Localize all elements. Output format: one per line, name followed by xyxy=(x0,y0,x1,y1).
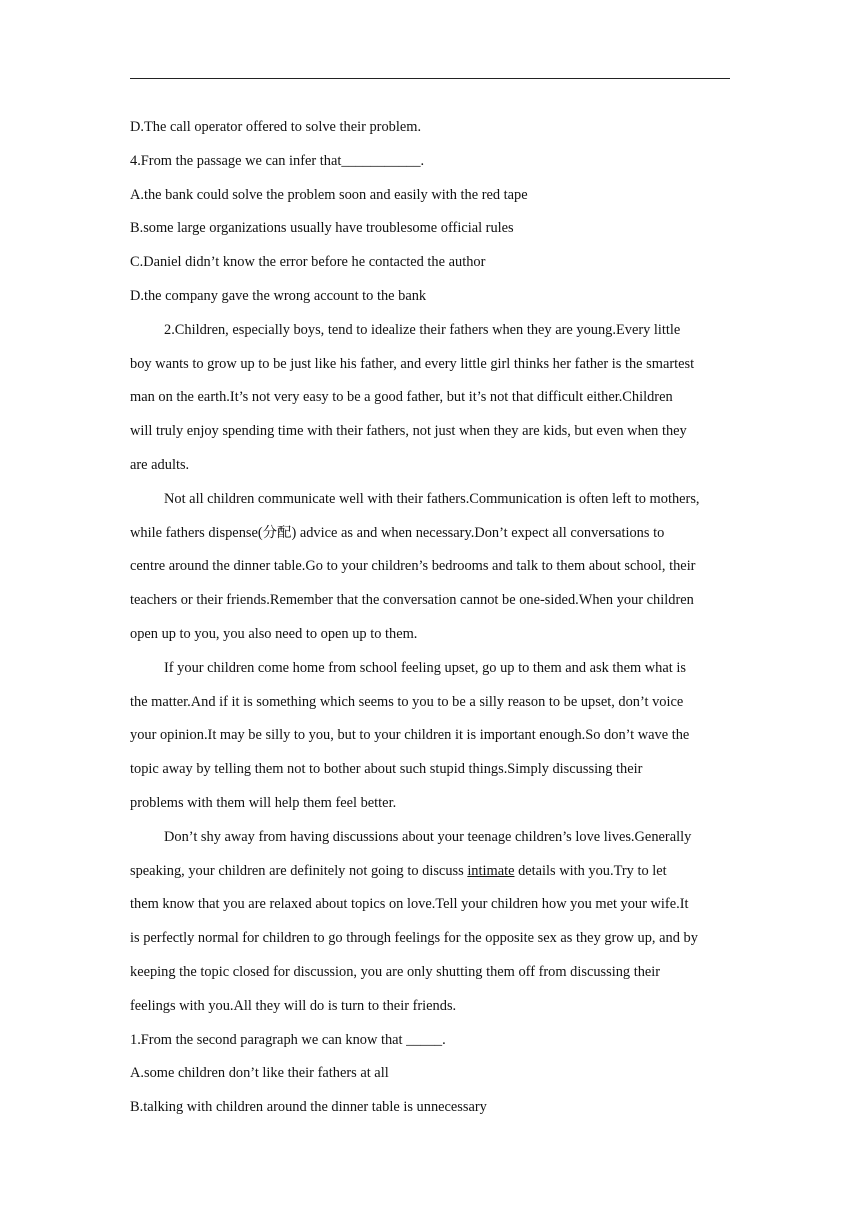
question-4-option-c: C.Daniel didn’t know the error before he contacted the author xyxy=(130,254,486,271)
passage-p1-line: are adults. xyxy=(130,456,190,473)
passage-p4-line: keeping the topic closed for discussion, you are only shutting them off from discussing their xyxy=(130,963,661,980)
passage-p3-line: your opinion.It may be silly to you, but to your children it is important enough.So don’t wave the xyxy=(130,727,690,744)
underlined-word: intimate xyxy=(467,862,515,879)
p4-text-after: details with you.Try to let xyxy=(514,862,667,879)
question-1-option-b: B.talking with children around the dinner table is unnecessary xyxy=(130,1099,487,1116)
passage-p2-line: centre around the dinner table.Go to your children’s bedrooms and talk to them about school, their xyxy=(130,558,696,575)
passage-p4-line: feelings with you.All they will do is turn to their friends. xyxy=(130,997,457,1014)
passage-p3-line: topic away by telling them not to bother about such stupid things.Simply discussing their xyxy=(130,761,643,778)
passage-p3-line: problems with them will help them feel better. xyxy=(130,794,397,811)
passage-p1-line: 2.Children, especially boys, tend to idealize their fathers when they are young.Every little xyxy=(164,321,681,338)
passage-p2-line: open up to you, you also need to open up to them. xyxy=(130,625,418,642)
question-4-option-d: D.the company gave the wrong account to the bank xyxy=(130,287,427,304)
question-1-stem: 1.From the second paragraph we can know that _____. xyxy=(130,1031,446,1048)
passage-p2-line: Not all children communicate well with their fathers.Communication is often left to mothers, xyxy=(164,490,700,507)
passage-p2-line: while fathers dispense(分配) advice as and when necessary.Don’t expect all conversations to xyxy=(130,524,665,541)
question-4-option-b: B.some large organizations usually have troublesome official rules xyxy=(130,220,514,237)
passage-p3-line: the matter.And if it is something which seems to you to be a silly reason to be upset, don’t voice xyxy=(130,693,684,710)
passage-p2-line: teachers or their friends.Remember that the conversation cannot be one-sided.When your children xyxy=(130,592,694,609)
question-1-option-a: A.some children don’t like their fathers at all xyxy=(130,1065,389,1082)
header-rule xyxy=(130,78,730,79)
passage-p1-line: man on the earth.It’s not very easy to be a good father, but it’s not that difficult either.Children xyxy=(130,389,673,406)
passage-p4-line-with-underline xyxy=(130,855,734,889)
document-body xyxy=(130,111,734,1125)
question-4-option-a: A.the bank could solve the problem soon and easily with the red tape xyxy=(130,186,528,203)
question-4-stem: 4.From the passage we can infer that___________. xyxy=(130,152,425,169)
passage-p4-line: Don’t shy away from having discussions about your teenage children’s love lives.Generally xyxy=(164,828,692,845)
passage-p1-line: will truly enjoy spending time with their fathers, not just when they are kids, but even when they xyxy=(130,423,687,440)
passage-p3-line: If your children come home from school feeling upset, go up to them and ask them what is xyxy=(164,659,686,676)
prev-question-option-d: D.The call operator offered to solve their problem. xyxy=(130,119,422,135)
passage-p4-line: them know that you are relaxed about topics on love.Tell your children how you met your wife.It xyxy=(130,896,689,913)
p4-text-before: speaking, your children are definitely not going to discuss xyxy=(130,862,468,879)
passage-p4-line: is perfectly normal for children to go through feelings for the opposite sex as they grow up, and by xyxy=(130,930,698,947)
passage-p1-line: boy wants to grow up to be just like his father, and every little girl thinks her father is the smartest xyxy=(130,355,695,372)
